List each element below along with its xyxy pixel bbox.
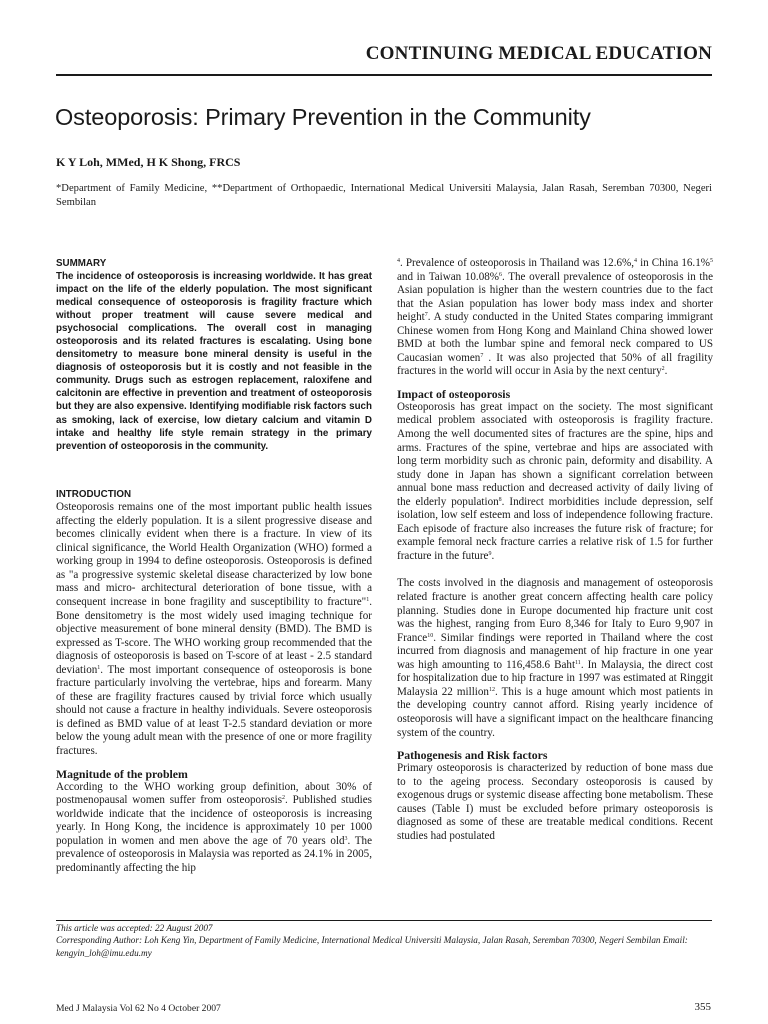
impact-text-2d: . This is a huge amount which most patients in the developing country cannot afford. Rising yearly incidence of osteoporosis will have a significant impact on the healthcare financing system of the country. — [397, 685, 714, 739]
impact-text-2b: . Similar findings were reported in Thailand where the cost incurred from diagnosis and management of hip fracture in one year was high amounting to 116,458.6 Baht — [397, 631, 713, 671]
section-header: CONTINUING MEDICAL EDUCATION — [365, 43, 712, 64]
summary-text: The incidence of osteoporosis is increasing worldwide. It has great impact on the life of the elderly population. The most significant medical consequence of osteoporosis is fragility fracture which without proper treatment will cause severe medical and psychosocial complications. The overall cost in managing osteoporosis and its related fractures is escalating. Using bone densitometry to measure bone mineral density is useful in the diagnosis of osteoporosis but it is costly and not feasible in the community. Drugs such as estrogen replacement, raloxifene and calcitonin are effective in prevention and treatment of osteoporosis but they are also expensive. Identifying modifiable risk factors such as smoking, lack of exercise, low dietary calcium and vitamin D intake and healthy life style remain strategy in the primary prevention of osteoporosis in the community. — [56, 271, 372, 452]
ref-mark: 12 — [488, 686, 495, 693]
magnitude-text-10: . — [664, 365, 668, 378]
ref-mark: 7 — [480, 352, 484, 359]
impact-text-2c: . In Malaysia, the direct cost for hospitalization due to hip fracture in 1997 was estimated at Ringgit Malaysia 22 million — [397, 658, 713, 698]
corresponding-author-note: Corresponding Author: Loh Keng Yin, Department of Family Medicine, International Medical Universiti Malaysia, Jalan Rasah, Seremban 70300, Negeri Sembilan Email: kengyin_loh@imu.edu.my — [56, 935, 688, 958]
magnitude-heading: Magnitude of the problem — [56, 766, 188, 781]
impact-heading: Impact of osteoporosis — [397, 386, 511, 401]
magnitude-text-8: . A study conducted in the United States comparing immigrant Chinese women from Hong Kong and Mainland China showed lower BMD at both the lumbar spine and femoral neck compared to US Caucasian women — [397, 311, 713, 364]
magnitude-paragraph-start — [56, 781, 372, 876]
ref-mark: 6 — [499, 271, 503, 278]
intro-text-1: Osteoporosis remains one of the most important public health issues affecting the elderly population. It is a silent progressive disease and becomes clinically evident when there is a fracture. In view of its clinical significance, the World Health Organization (WHO) formed a working group in 1994 to define osteoporosis. Osteoporosis is defined as "a progressive systemic skeletal disease characterized by low bone mass and micro- architectural deterioration of bone tissue, with a consequent increase in bone fragility and susceptibility to fracture" — [56, 501, 372, 608]
pathogenesis-heading: Pathogenesis and Risk factors — [397, 748, 548, 763]
article-authors: K Y Loh, MMed, H K Shong, FRCS — [56, 155, 241, 169]
summary-heading: SUMMARY — [56, 258, 107, 269]
ref-mark: 2 — [282, 795, 286, 802]
impact-paragraph-1 — [397, 401, 713, 564]
footnotes — [56, 922, 716, 959]
article-title: Osteoporosis: Primary Prevention in the Community — [55, 104, 591, 130]
ref-mark: 4 — [397, 258, 400, 264]
impact-text-1b: . Indirect morbidities include depression, self isolation, low self esteem and loss of independence following fracture. Each episode of fracture also increases the future risk of fracture; for example femoral neck fracture carries a relative risk of 1.5 for further fracture in the future — [397, 495, 714, 562]
ref-mark: 1 — [97, 664, 101, 671]
intro-text-2: . Bone densitometry is the most widely used imaging technique for objective measurement of bone mineral density (BMD). The BMD is expressed as T-score. The WHO working group recommended that the diagnosis of osteoporosis is based on T-score of at least - 2.5 standard deviation — [56, 595, 372, 676]
ref-mark: 1 — [366, 596, 370, 603]
pathogenesis-paragraph: Primary osteoporosis is characterized by reduction of bone mass due to to the ageing process. Secondary osteoporosis is caused by exogenous drugs or systemic disease affecting bone metabolism. These causes (Table I) must be excluded before primary osteoporosis is diagnosed as some of these are treatable medical conditions. Recent studies had postulated — [397, 762, 713, 842]
magnitude-text-5: in China 16.1% — [637, 257, 710, 269]
ref-mark: 3 — [344, 835, 348, 842]
magnitude-text-7: . The overall prevalence of osteoporosis in the Asian population is higher than the western countries due to the fact that the Asian population has lower body mass index and shorter height — [397, 270, 713, 324]
accepted-date-note: This article was accepted: 22 August 2007 — [56, 923, 213, 933]
header-rule — [56, 74, 712, 76]
magnitude-text-2: . Published studies worldwide indicate that the incidence of osteoporosis is increasing yearly. In Hong Kong, the incidence is approximately 10 per 1000 population in women and men above the age of 70 years old — [56, 794, 372, 847]
right-column — [397, 257, 713, 843]
ref-mark: 9 — [488, 550, 492, 557]
magnitude-text-3: . The prevalence of osteoporosis in Malaysia was reported as 24.1% in 2005, predominantly affecting the hip — [56, 834, 372, 874]
magnitude-text-4: . Prevalence of osteoporosis in Thailand was 12.6%, — [400, 257, 635, 269]
footnote-rule — [56, 920, 712, 921]
magnitude-text-6: and in Taiwan 10.08% — [397, 270, 500, 283]
journal-citation: Med J Malaysia Vol 62 No 4 October 2007 — [56, 1003, 221, 1014]
magnitude-paragraph-continued — [397, 257, 713, 379]
ref-mark: 7 — [424, 312, 428, 319]
ref-mark: 11 — [575, 659, 581, 666]
ref-mark: 4 — [634, 258, 638, 264]
magnitude-text-9: . It was also projected that 50% of all fragility fractures in the world will occur in Asia by the next century — [397, 351, 713, 378]
impact-text-1c: . — [491, 549, 495, 562]
article-affiliation: *Department of Family Medicine, **Department of Orthopaedic, International Medical Universiti Malaysia, Jalan Rasah, Seremban 70300, Negeri Sembilan — [56, 183, 712, 208]
impact-paragraph-2 — [397, 577, 713, 740]
impact-text-2a: The costs involved in the diagnosis and management of osteoporosis related fracture is another great concern affecting health care policy planning. Studies done in Europe documented hip fracture unit cost was the highest, ranging from Euro 8,346 for Italy to Euro 9,907 in France — [397, 577, 713, 644]
left-column — [56, 257, 372, 875]
page-number: 355 — [694, 1001, 711, 1013]
intro-text-3: . The most important consequence of osteoporosis is bone fracture particularly involving the vertebrae, hips and forearm. Many of these are fragility fractures caused by trivial force which usually should not cause a fracture in healthy individuals. Severe osteoporosis is defined as BMD value of at least T-2.5 standard deviation or more below the young adult mean with the presence of one or more fragility fractures. — [56, 663, 372, 757]
introduction-paragraph — [56, 501, 372, 758]
ref-mark: 5 — [710, 258, 713, 264]
introduction-heading: INTRODUCTION — [56, 488, 132, 500]
magnitude-text-1: According to the WHO working group definition, about 30% of postmenopausal women suffer from osteoporosis — [56, 780, 372, 807]
ref-mark: 8 — [498, 496, 502, 503]
ref-mark: 2 — [661, 366, 665, 373]
impact-text-1a: Osteoporosis has great impact on the society. The most significant medical problem associated with osteoporosis is fragility fracture. Among the well documented sites of fractures are the spine, hips and arms. Fractures of the spine, vertebrae and hips are associated with long term morbidity such as chronic pain, deformity and disability. A study done in Japan has shown a significant correlation between annual bone mass reduction and decreased activity of daily living of the elderly population — [397, 400, 713, 508]
ref-mark: 10 — [427, 632, 434, 639]
